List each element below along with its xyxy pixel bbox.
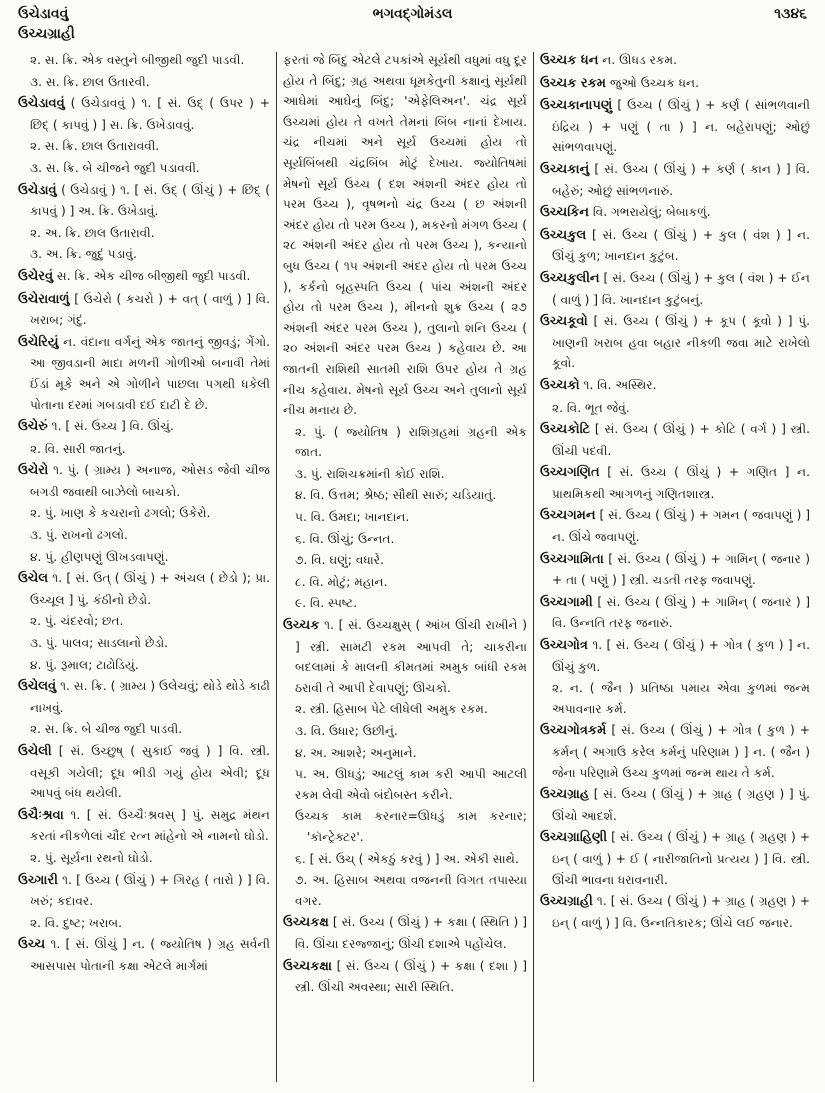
dictionary-entry [540,505,810,547]
dictionary-entry [540,73,810,95]
headword: ઉચેરાવાળું [18,291,70,307]
definition-text: [ સં. ઉચ્ચ ( ઊંચું ) + કોટિ ( વર્ગ ) ] સ્ત્રી. ઊંચી પદવી. [552,422,810,458]
dictionary-entry [540,50,810,72]
entry-sense [283,464,527,485]
dictionary-entry [540,549,810,591]
entry-sense [540,678,810,719]
headword: ઉચ્ચગમન [540,508,596,524]
entry-sense [283,507,527,528]
definition-text: ૯. વિ. સ્પષ્ટ. [295,596,358,611]
entry-sense [283,870,527,911]
definition-text: ( ઉચેડાવવું ) ૧. [ સં. ઉદ્ ( ઉપર ) + છિદ્ ( કાપવું ) ] સ. ક્રિ. ઉખેડાવવું. [30,96,270,132]
entry-sense [18,633,270,654]
entry-sense [18,547,270,568]
definition-text: ૪. પું. હીણપણું ઊખડવાપણું. [30,549,169,564]
definition-text: ૪. અ. આશરે; અનુમાને. [295,745,417,760]
definition-text: ૨. સ. ક્રિ. છાલ ઉતારાવવી. [30,139,160,154]
definition-text: ૧. [ સં. ઉચ્ચ ( ઊંચું ) + ગ્રાહ ( ગ્રહણ ) + ઇન્ ( વાળું ) ] વિ. ઉન્નતિકારક; ઊંચે લઈ જનાર. [552,894,810,930]
definition-text: સ. ક્રિ. એક ચીજ બીજીથી જુદી પાડવી. [53,268,251,283]
headword: ઉચેલવું [18,679,57,695]
headword: ઉચ્ગારી [18,872,58,888]
headword: ઉચ્ચગોત્ર [540,638,588,654]
entry-sense [18,158,270,179]
dictionary-entry [18,568,270,610]
guide-word-last: ઉચ્ચગ્રાહી [18,26,75,42]
dictionary-entry [540,225,810,267]
page-title: ભગવદ્ગોમંડલ [372,6,453,22]
headword: ઉચ્ચગ્રાહિણી [540,830,608,846]
definition-text: ૧. [ સં. ઉચ્ચ ] વિ. ઊંચું. [47,419,174,434]
guide-word-first: ઉચેડાવવું [18,6,69,22]
dictionary-entry [18,332,270,415]
entry-sense [18,525,270,546]
dictionary-entry [18,416,270,438]
definition-text: ૧. [ સં. ઉચ્ચ ( ઊંચું ) + ગોત્ર ( કુળ ) ] ન. ઊંચું કુળ. [552,638,810,674]
dictionary-entry [283,615,527,698]
definition-text: ફરતાં જે બિંદુ એટલે ટપકાંએ સૂર્યથી વધુમાં વધુ દૂર હોય તે બિંદુ; ગ્રહ અથવા ધૂમકેતુની કક્ષાનું સૂર્યથી આઘેમાં આઘેનું બિંદુ; 'એફેલિઅન'. ચંદ્ર સૂર્ય ઉચ્ચમાં હોય તે વખતે તેમનાં બિંબ નાનાં દેખાય. ચંદ્ર નીચમાં અને સૂર્ય ઉચ્ચમાં હોય તો સૂર્યબિંબથી ચંદ્રબિંબ મોટું દેખાય. જ્યોતિષમાં મેષનો સૂર્ય ઉચ્ચ ( દશ અંશની અંદર હોય તો પરમ ઉચ્ચ ), વૃષભનો ચંદ્ર ઉચ્ચ ( છ અંશની અંદર હોય તો પરમ ઉચ્ચ ), મકરનો મંગળ ઉચ્ચ ( ૨૮ અંશની અંદર હોય તો પરમ ઉચ્ચ ), કન્યાનો બુધ ઉચ્ચ ( ૧૫ અંશની અંદર હોય તો પરમ ઉચ્ચ ), કર્કનો બૃહસ્પતિ ઉચ્ચ ( પાંચ અંશની અંદર હોય તો પરમ ઉચ્ચ ), મીનનો શુક્ર ઉચ્ચ ( ૨૭ અંશની અંદર પરમ ઉચ્ચ ), તુલાનો શનિ ઉચ્ચ ( ૨૦ અંશની અંદર પરમ ઉચ્ચ ) કહેવાય છે. આ જાતની રાશિથી સાતમી રાશિ ઉપર હોય તે ગ્રહ નીચ કહેવાય. મેષનો સૂર્ય ઉચ્ચ અને તુલાનો સૂર્ય નીચ મનાય છે. [283,53,527,418]
dictionary-entry [18,289,270,331]
definition-text: જુઓ ઉચ્ચક ધન. [605,75,700,90]
definition-text: ૩. સ. ક્રિ. છાલ ઉતારવી. [30,74,150,89]
dictionary-entry [18,676,270,718]
definition-text: ૨. પું. ( જ્યોતિષ ) રાશિગ્રહમાં ગ્રહની એક જાત. [295,424,527,460]
column-divider [276,52,277,1082]
headword: ઉચ્ચ [18,937,46,953]
entry-sense [18,244,270,265]
entry-sense [540,398,810,419]
entry-sense [18,913,270,934]
definition-text: ન. વંદાના વર્ગનું એક જાતનું જીવડું; ગેંગો. આ જીવડાની માદા મળની ગોળીઓ બનાવી તેમાં ઈંડાં મૂકે અને એ ગોળીને પાછલા પગથી ધકેલી પોતાના દરમાં ગબડાવી દઈ દાટી દે છે. [30,334,270,412]
headword: ઉચ્ચકૂવો [540,314,588,330]
entry-sense [283,550,527,571]
entry-sense [283,764,527,805]
definition-text: [ સં. ઉચ્ચ ( ઊંચું ) + કક્ષા ( દશા ) ] સ્ત્રી. ઊંચી અવસ્થા; સારી સ્થિતિ. [295,958,527,995]
dictionary-entry [540,891,810,933]
definition-text: ૨. સ. ક્રિ. બે ચીજ જુદી પાડવી. [30,722,183,737]
dictionary-entry [18,741,270,804]
column-left [18,50,270,978]
definition-text: [ સં. ઉચ્ચ ( ઊંચું ) + કર્ણ ( કાન ) ] વિ. બહેરું; ઓછું સાંભળનારું. [552,161,810,198]
headword: ઉચ્ચગ્રાહ [540,787,590,803]
headword: ઉચેરવું [18,268,54,284]
definition-text: ૧. વિ. અસ્થિર. [579,377,657,392]
entry-sense [283,743,527,764]
column-right [540,50,810,934]
definition-text: [ સં. ઉચ્ચ ( ઊંચું ) + ગામિન્ ( જનાર ) + તા ( પણું ) ] સ્ત્રી. ચડતી તરફ જવાપણું. [552,551,810,588]
definition-text: [ સં. ઉચ્ચ ( ઊંચું ) + ગામિન્ ( જનાર ) ] વિ. ઉન્નતિ તરફ જનારું. [552,594,810,631]
definition-text: ૧. પું. ( ગ્રામ્ય ) અનાજ, ઓસડ જેવી ચીજ બગડી જવાથી બાઝેલો બાચકો. [30,463,270,499]
definition-text: ૩. અ. ક્રિ. જુદું પડાવું. [30,247,137,262]
definition-text: ૩. વિ. ઉધાર; ઉછીનું. [295,724,398,738]
page-number: ૧૩૪૬ [774,6,807,22]
definition-text: ન. ઊધડ રકમ. [598,53,677,67]
definition-text: ૨. ન. ( જૈન ) પ્રતિષ્ઠા પમાય એવા કુળમાં જન્મ અપાવનાર કર્મ. [552,681,810,716]
dictionary-entry [540,375,810,397]
definition-text: ૧. [ સં. ઉચ્ચક્ષુસ્ ( આંખ ઊંચી રાખીને ) ] સ્ત્રી. સામટી રકમ આપવી તે; ચાકરીના બદલામાં કે માલની કીમતમાં અમુક બાંધી રકમ ઠરાવી તે આપી દેવાપણું; ઊચકો. [295,618,527,695]
entry-sense [283,806,527,847]
entry-sense [18,503,270,524]
dictionary-entry [283,912,527,954]
definition-text: ૩. પું. રાખનો ઢગલો. [30,528,128,543]
headword: ઉચ્ચકો [540,377,580,393]
definition-text: [ સં. ઉચ્ચ ( ઊંચું ) + ગમન ( જવાપણું ) ] ન. ઊંચે જવાપણું. [552,508,810,545]
headword: ઉચ્ચકાનું [540,161,590,177]
dictionary-entry [540,268,810,310]
definition-text: [ સં. ઉચ્ચ ( ઊંચું ) + ગ્રાહ ( ગ્રહણ ) + ઇન્ ( વાળું ) + ઈ ( નારીજાતિનો પ્રત્યય ) ] વિ. સ્ત્રી. ઊંચી ભાવના ધરાવનારી. [552,830,810,887]
definition-text: [ સં. ઉચ્ચ ( ઊંચું ) + કૂપ ( કૂવો ) ] પું. ખાણની ખરાબ હવા બહાર નીકળી જવા માટે રાખેલો કૂવો. [552,314,810,371]
headword: ઉચ્ચકુલ [540,227,587,243]
dictionary-entry [18,180,270,222]
entry-sense [18,223,270,244]
dictionary-entry [18,93,270,135]
definition-text: [ સં. ઉચ્ચ ( ઊંચું ) + કુલ ( વંશ ) + ઈન ( વાળું ) ] વિ. ખાનદાન કુટુંબનું. [552,270,810,307]
dictionary-entry [540,419,810,461]
entry-sense [283,849,527,870]
entry-sense [18,719,270,740]
headword: ઉચ્ચક ધન [540,53,599,68]
definition-text: ૨. વિ. સારી જાતનું. [30,441,126,456]
definition-text: ૭. વિ. ઘણું; વધારે. [295,553,384,568]
definition-text: વિ. ગભરાયેલું; બેબાકળું. [589,205,711,220]
headword: ઉચ્ચકોટિ [540,422,591,438]
definition-text: ૨. પું. સૂર્યના રથનો ઘોડો. [30,850,153,865]
definition-text: ૩. પું. રાશિચક્રમાંની કોઈ રાશિ. [295,466,445,481]
definition-text: ૬. [ સં. ઉચ્ ( એકઠું કરવું ) ] અ. એકી સાથે. [295,851,519,866]
entry-sense [18,848,270,869]
dictionary-entry [540,592,810,634]
column-divider [533,52,534,1082]
entry-sense [283,529,527,550]
headword: ઉચેડાવવું [18,96,65,112]
entry-sense [283,422,527,463]
entry-sense [283,699,527,720]
headword: ઉચેડાવું [18,182,57,198]
definition-text: ૭. અ. હિસાબ અથવા વજનની વિગત તપાસ્યા વગર. [295,873,527,908]
headword: ઉચેલ [18,571,49,587]
dictionary-entry [540,462,810,504]
entry-sense [18,136,270,157]
entry-sense [18,439,270,460]
entry-sense [18,611,270,632]
dictionary-entry [18,460,270,502]
dictionary-entry [540,784,810,826]
headword: ઉચ્ચગોત્રકર્મ [540,723,607,739]
headword: ઉચેરો [18,463,49,479]
column-middle [283,50,527,999]
definition-text: [ સં. ઉચ્ચ ( ઊંચું ) + કુલ ( વંશ ) ] ન. ઊંચું કુળ; ખાનદાન કુટુંબ. [552,227,810,264]
definition-text: [ ઉચેરો ( કચરો ) + વત્ ( વાળું ) ] વિ. ખરાબ; ગંદું. [30,291,270,328]
definition-text: ૨. અ. ક્રિ. છાલ ઉતારાવી. [30,225,155,240]
headword: ઉચ્ચગામી [540,594,593,610]
definition-text: [ સં. ઉચ્છુષ્ ( સુકાઈ જવું ) ] વિ. સ્ત્રી. વસૂકી ગયેલી; દૂધ ભીડી ગયું હોય એવી; દૂધ આપવું બંધ થયેલી. [30,744,270,801]
headword: ઉચ્ચગણિત [540,465,600,481]
definition-text: ૧. [ સં. ઊંચું ] ન. ( જ્યોતિષ ) ગ્રહ સર્વની આસપાસ પોતાની કક્ષા એટલે માર્ગમાં [30,937,270,973]
definition-text: [ ઉચ્ચ ( ઊંચું ) + કર્ણ ( સાંભળવાની ઇંદ્રિય ) + પણું ( તા ) ] ન. બહેરાપણું; ઓછું સાંભળવાપણું. [552,98,810,155]
definition-text: ૫. વિ. ઉમદા; ખાનદાન. [295,510,410,525]
definition-text: [ સં. ઉચ્ચ ( ઊંચું ) + ગ્રાહ ( ગ્રહણ ) ] પું. ઊંચો આદર્શ. [552,787,810,823]
headword: ઉચ્ચગ્રાહી [540,894,593,910]
definition-text: ૨. પું. ખાણ કે કચરાનો ઢગલો; ઉકેરો. [30,506,211,521]
definition-text: ૨. પું. ચંદરવો; છત. [30,614,124,629]
headword: ઉચેરું [18,419,48,435]
entry-sense [283,593,527,614]
definition-text: ૪. વિ. ઉત્તમ; શ્રેષ્ઠ; સૌથી સારું; ચડિયાતું. [295,488,497,503]
definition-text: [ સં. ઉચ્ચ ( ઊંચું ) + ગણિત ] ન. પ્રાથમિકથી આગળનું ગણિતશાસ્ત્ર. [552,465,810,501]
definition-text: ૨. વિ. ભૂત જેવું. [552,400,630,415]
entry-sense [283,485,527,506]
entry-sense [283,572,527,593]
dictionary-entry [540,827,810,890]
headword: ઉચ્ચક [283,618,320,634]
definition-text: ૬. વિ. ઊંચું; ઉન્નત. [295,531,395,546]
definition-text: ૨. સ. ક્રિ. એક વસ્તુને બીજીથી જુદી પાડવી. [30,53,245,67]
definition-text: ઉચ્ચક કામ કરનાર=ઊધડું કામ કરનાર; 'કૉન્ટ્રેક્ટર'. [295,809,527,844]
headword: ઉચ્ચકક્ષ [283,915,329,931]
definition-text: ૨. સ્ત્રી. હિસાબ પેટે લીધેલી અમુક રકમ. [295,702,488,717]
definition-text: [ સં. ઉચ્ચ ( ઊંચું ) + ગોત્ર ( કુળ ) + કર્મન્ ( અગાઉ કરેલ કર્મનું પરિણામ ) ] ન. ( જૈન ) જેના પરિણામે ઉચ્ચ કુળમાં જન્મ થાય તે કર્મ. [552,723,810,780]
headword: ઉચ્ચગામિતા [540,551,604,567]
headword: ઉચ્ચકુલીન [540,270,600,286]
definition-text: ૧. [ ઉચ્ચ ( ઊંચું ) + ગિરહ ( તારો ) ] વિ. ખરું; કદાવર. [30,872,270,909]
definition-text: ૨. વિ. દુષ્ટ; ખરાબ. [30,915,122,930]
definition-text: ૩. સ. ક્રિ. બે ચીજને જુદી પડાવવી. [30,160,200,175]
definition-text: ૧. [ સં. ઉચ્ચૈઃશ્રવસ્ ] પું. સમુદ્ર મંથન કરતાં નીકળેલાં ચૌદ રત્ન માંહેનો એ નામનો ઘોડો. [30,807,270,844]
dictionary-entry [540,635,810,677]
entry-sense [283,721,527,742]
headword: ઉચ્ચક રકમ [540,75,606,91]
definition-text: ૪. પું. રૂમાલ; ટાઢોડિયું. [30,657,139,672]
dictionary-entry [18,805,270,847]
definition-text: ૧. [ સં. ઉત્ ( ઊંચું ) + અંચલ ( છેડો ); પ્રા. ઉચ્ચૂલ ] પું. કંઠીનો છેડો. [30,571,270,607]
dictionary-entry [540,720,810,783]
headword: ઉચ્ચકક્ષા [283,958,332,974]
headword: ઉચેલી [18,744,52,759]
dictionary-entry [18,266,270,288]
definition-text: [ સં. ઉચ્ચ ( ઊંચું ) + કક્ષા ( સ્થિતિ ) ] વિ. ઊંચા દરજ્જાનું; ઊંચી દશાએ પહોંચેલ. [295,915,527,951]
headword: ઉચ્ચકાનાપણું [540,98,613,114]
headword: ઉચૈઃશ્રવા [18,807,64,823]
definition-text: ૩. પું. પાલવ; સાડલાનો છેડો. [30,636,168,651]
dictionary-entry [540,95,810,158]
entry-sense [18,655,270,676]
dictionary-entry [540,202,810,224]
headword: ઉચ્ચકિન [540,205,589,221]
dictionary-entry [18,870,270,912]
dictionary-entry [18,934,270,976]
entry-sense [283,50,527,421]
definition-text: ( ઉચેડાવું ) ૧. [ સં. ઉદ્ ( ઊંચું ) + છિદ્ ( કાપવું ) ] અ. ક્રિ. ઉખેડાવું. [30,182,270,219]
entry-sense [18,50,270,71]
dictionary-entry [283,956,527,998]
dictionary-entry [540,311,810,374]
dictionary-entry [540,159,810,201]
definition-text: ૫. અ. ઊધડું; આટલું કામ કરી આપી આટલી રકમ લેવી એવો બંદોબસ્ત કરીને. [295,767,527,802]
entry-sense [18,72,270,93]
headword: ઉચેરિયું [18,334,59,350]
definition-text: ૮. વિ. મોટું; મહાન. [295,574,388,589]
definition-text: ૧. સ. ક્રિ. ( ગ્રામ્ય ) ઉલેચવું; થોડે થોડે કાઢી નાખવું. [30,679,270,715]
